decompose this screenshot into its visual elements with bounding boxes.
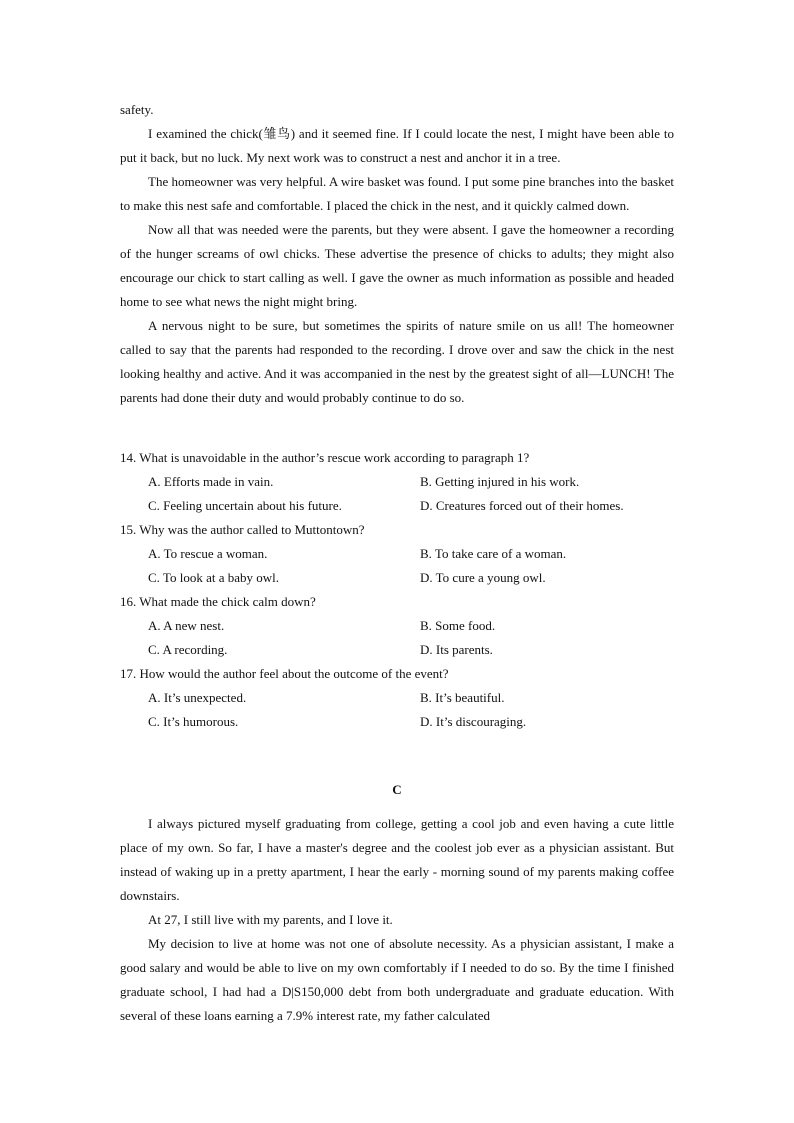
option-row: [120, 566, 680, 590]
option-d: D. Its parents.: [420, 642, 493, 657]
question-stem: 15. Why was the author called to Muttontown?: [120, 522, 365, 537]
paragraph-1: I examined the chick(雏鸟) and it seemed fine. If I could locate the nest, I might have been able to put it back, but no luck. My next work was to construct a nest and anchor it in a tree.: [120, 126, 674, 165]
option-a: A. It’s unexpected.: [148, 690, 247, 705]
section-heading: C: [392, 782, 402, 797]
paragraph-4: A nervous night to be sure, but sometimes the spirits of nature smile on us all! The homeowner called to say that the parents had responded to the recording. I drove over and saw the chick in the nest looking healthy and active. And it was accompanied in the nest by the greatest sight of all—LUNCH! The parents had done their duty and would probably continue to do so.: [120, 318, 674, 405]
option-b: B. Getting injured in his work.: [420, 474, 580, 489]
passage-c: [120, 812, 674, 1028]
option-c: C. Feeling uncertain about his future.: [148, 498, 342, 513]
option-b: B. It’s beautiful.: [420, 690, 505, 705]
option-b: B. To take care of a woman.: [420, 546, 567, 561]
question-16: [120, 590, 680, 662]
option-b: B. Some food.: [420, 618, 496, 633]
option-row: [120, 614, 680, 638]
option-c: C. A recording.: [148, 642, 228, 657]
option-row: [120, 542, 680, 566]
question-17: [120, 662, 680, 734]
option-d: D. Creatures forced out of their homes.: [420, 498, 624, 513]
option-a: A. To rescue a woman.: [148, 546, 268, 561]
question-stem: 17. How would the author feel about the outcome of the event?: [120, 666, 449, 681]
paragraph-c3: My decision to live at home was not one of absolute necessity. As a physician assistant, I make a good salary and would be able to live on my own comfortably if I needed to do so. By the time I finished graduate school, I had had a D|S150,000 debt from both undergraduate and graduate education. With several of these loans earning a 7.9% interest rate, my father calculated: [120, 936, 674, 1023]
paragraph-c2: At 27, I still live with my parents, and I love it.: [148, 912, 393, 927]
question-14: [120, 446, 680, 518]
option-row: [120, 470, 680, 494]
option-row: [120, 686, 680, 710]
option-row: [120, 638, 680, 662]
option-c: C. To look at a baby owl.: [148, 570, 280, 585]
paragraph-3: Now all that was needed were the parents, but they were absent. I gave the homeowner a recording of the hunger screams of owl chicks. These advertise the presence of chicks to adults; they might also encourage our chick to start calling as well. I gave the owner as much information as possible and headed home to see what news the night might bring.: [120, 222, 674, 309]
option-row: [120, 710, 680, 734]
paragraph-0: safety.: [120, 102, 154, 117]
question-15: [120, 518, 680, 590]
option-c: C. It’s humorous.: [148, 714, 239, 729]
question-stem: 14. What is unavoidable in the author’s rescue work according to paragraph 1?: [120, 450, 530, 465]
question-stem: 16. What made the chick calm down?: [120, 594, 316, 609]
option-a: A. A new nest.: [148, 618, 225, 633]
option-d: D. It’s discouraging.: [420, 714, 527, 729]
option-row: [120, 494, 680, 518]
option-a: A. Efforts made in vain.: [148, 474, 274, 489]
option-d: D. To cure a young owl.: [420, 570, 546, 585]
paragraph-c1: I always pictured myself graduating from college, getting a cool job and even having a cute little place of my own. So far, I have a master's degree and the coolest job ever as a physician assistant. But instead of waking up in a pretty apartment, I hear the early - morning sound of my parents making coffee downstairs.: [120, 816, 674, 903]
passage-b-continuation: [120, 98, 674, 410]
paragraph-2: The homeowner was very helpful. A wire basket was found. I put some pine branches into the basket to make this nest safe and comfortable. I placed the chick in the nest, and it quickly calmed down.: [120, 174, 674, 213]
